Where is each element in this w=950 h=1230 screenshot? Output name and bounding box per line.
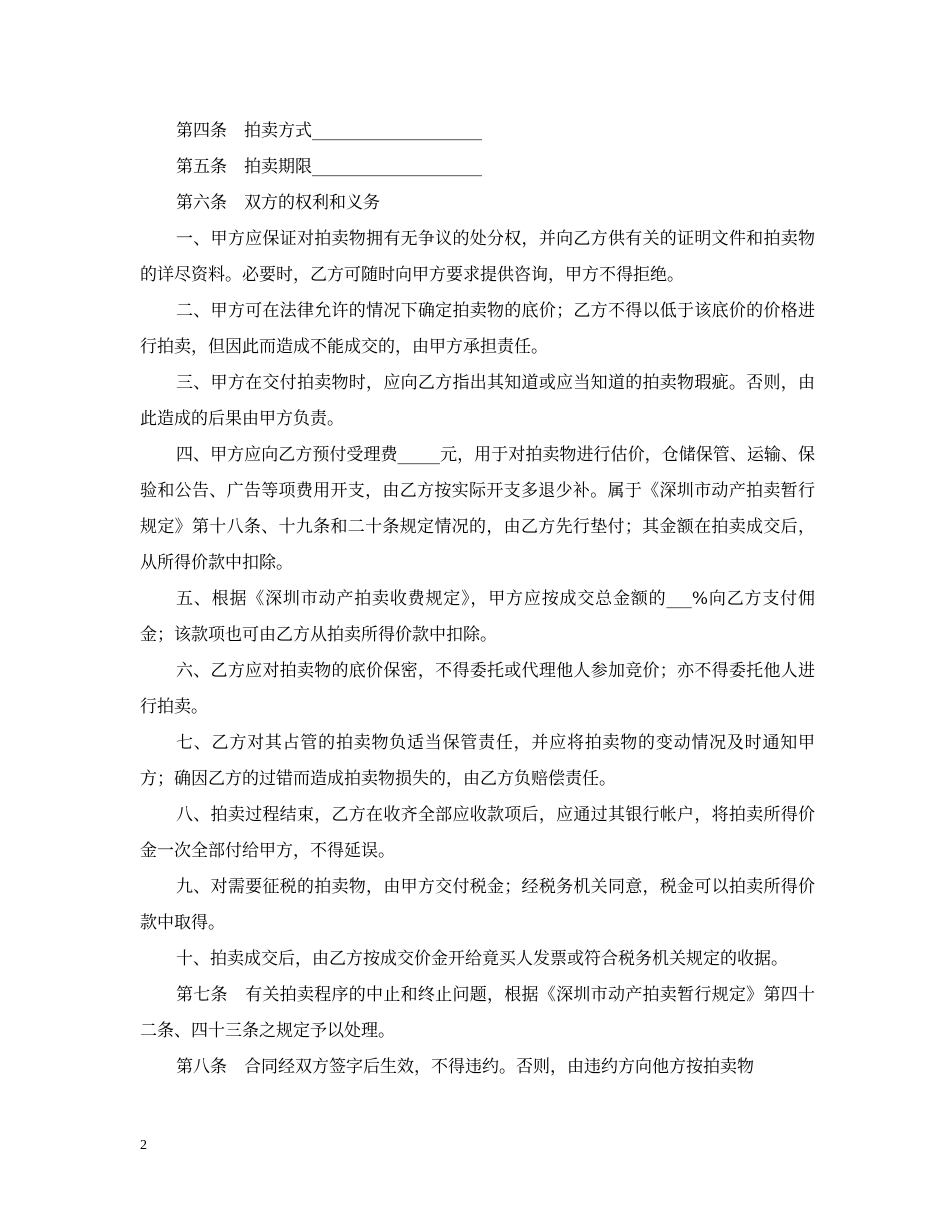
page-number: 2 <box>140 1138 147 1153</box>
clause-8: 八、拍卖过程结束，乙方在收齐全部应收款项后，应通过其银行帐户，将拍卖所得价金一次全部付给甲方，不得延误。 <box>140 805 815 861</box>
clause-5: 五、根据《深圳市动产拍卖收费规定》，甲方应按成交总金额的___%向乙方支付佣金；该款项也可由乙方从拍卖所得价款中扣除。 <box>140 589 815 645</box>
document-body <box>140 113 815 1085</box>
article-5-auction-period: 第五条 拍卖期限____________________ <box>176 157 482 177</box>
clause-3: 三、甲方在交付拍卖物时，应向乙方指出其知道或应当知道的拍卖物瑕疵。否则，由此造成的后果由甲方负责。 <box>140 373 815 429</box>
clause-6: 六、乙方应对拍卖物的底价保密，不得委托或代理他人参加竞价；亦不得委托他人进行拍卖。 <box>140 661 815 717</box>
clause-7: 七、乙方对其占管的拍卖物负适当保管责任，并应将拍卖物的变动情况及时通知甲方；确因乙方的过错而造成拍卖物损失的，由乙方负赔偿责任。 <box>140 733 815 789</box>
clause-2: 二、甲方可在法律允许的情况下确定拍卖物的底价；乙方不得以低于该底价的价格进行拍卖，但因此而造成不能成交的，由甲方承担责任。 <box>140 301 815 357</box>
clause-1: 一、甲方应保证对拍卖物拥有无争议的处分权，并向乙方供有关的证明文件和拍卖物的详尽资料。必要时，乙方可随时向甲方要求提供咨询，甲方不得拒绝。 <box>140 229 815 285</box>
clause-4: 四、甲方应向乙方预付受理费_____元，用于对拍卖物进行估价，仓储保管、运输、保验和公告、广告等项费用开支，由乙方按实际开支多退少补。属于《深圳市动产拍卖暂行规定》第十八条、十九条和二十条规定情况的，由乙方先行垫付；其金额在拍卖成交后，从所得价款中扣除。 <box>140 445 815 573</box>
clause-10: 十、拍卖成交后，由乙方按成交价金开给竟买人发票或符合税务机关规定的收据。 <box>176 949 788 969</box>
article-7: 第七条 有关拍卖程序的中止和终止问题，根据《深圳市动产拍卖暂行规定》第四十二条、四十三条之规定予以处理。 <box>140 985 815 1041</box>
article-6-heading: 第六条 双方的权利和义务 <box>176 193 380 213</box>
article-4-auction-method: 第四条 拍卖方式____________________ <box>176 121 482 141</box>
clause-9: 九、对需要征税的拍卖物，由甲方交付税金；经税务机关同意，税金可以拍卖所得价款中取得。 <box>140 877 815 933</box>
article-8: 第八条 合同经双方签字后生效，不得违约。否则，由违约方向他方按拍卖物 <box>176 1057 754 1077</box>
